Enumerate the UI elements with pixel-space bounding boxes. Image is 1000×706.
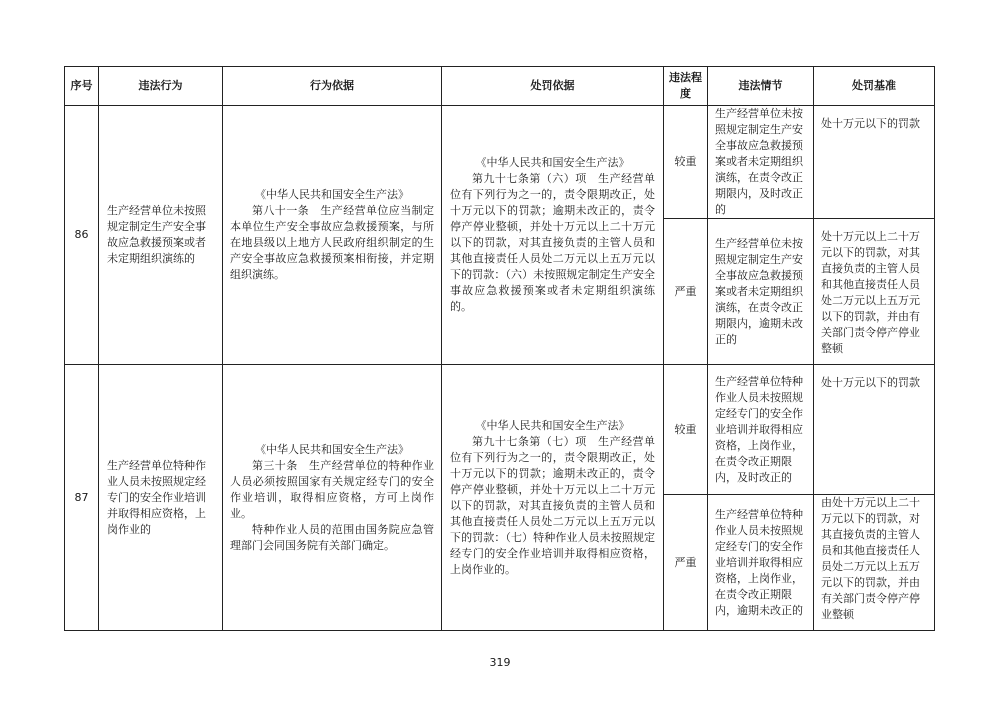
row-standard: 处十万元以下的罚款 bbox=[814, 106, 935, 219]
punish-article-text: 第九十七条第（六）项 生产经营单位有下列行为之一的，责令限期改正，处十万元以下的罚款；逾期未改正的，责令停产停业整顿，并处十万元以上二十万元以下的罚款，对其直接负责的主管人员和其他直接责任人员处二万元以上五万元以下的罚款：（六）未按照规定制定生产安全事故应急救援预案或者未定期组织演练的。 bbox=[450, 172, 655, 313]
header-behavior: 违法行为 bbox=[99, 67, 223, 106]
header-seq: 序号 bbox=[65, 67, 99, 106]
row-seq: 87 bbox=[65, 365, 99, 631]
header-degree: 违法程度 bbox=[664, 67, 708, 106]
row-behavior-basis bbox=[223, 106, 442, 365]
row-seq: 86 bbox=[65, 106, 99, 365]
basis-article-text: 第八十一条 生产经营单位应当制定本单位生产安全事故应急救援预案，与所在地县级以上地方人民政府组织制定的生产安全事故应急救援预案相衔接，并定期组织演练。 bbox=[230, 204, 434, 281]
table-row bbox=[65, 365, 935, 495]
row-circumstance: 生产经营单位特种作业人员未按照规定经专门的安全作业培训并取得相应资格，上岗作业，在责令改正期限内，及时改正的 bbox=[708, 365, 814, 495]
basis-law-title: 《中华人民共和国安全生产法》 bbox=[255, 442, 409, 456]
punish-article-text: 第九十七条第（七）项 生产经营单位有下列行为之一的，责令限期改正，处十万元以下的罚款；逾期未改正的，责令停产停业整顿，并处十万元以上二十万元以下的罚款，对其直接负责的主管人员和其他直接责任人员处二万元以上五万元以下的罚款：（七）特种作业人员未按照规定经专门的安全作业培训并取得相应资格，上岗作业的。 bbox=[450, 434, 655, 576]
row-behavior-basis bbox=[223, 365, 442, 631]
row-punish-basis bbox=[442, 106, 664, 365]
table-row bbox=[65, 106, 935, 219]
row-circumstance: 生产经营单位未按照规定制定生产安全事故应急救援预案或者未定期组织演练，在责令改正期限内，及时改正的 bbox=[708, 106, 814, 219]
row-standard: 处十万元以上二十万元以下的罚款，对其直接负责的主管人员和其他直接责任人员处二万元以上五万元以下的罚款，并由有关部门责令停产停业整顿 bbox=[814, 219, 935, 365]
table-header-row bbox=[65, 67, 935, 106]
page-number: 319 bbox=[489, 656, 511, 669]
row-behavior: 生产经营单位未按照规定制定生产安全事故应急救援预案或者未定期组织演练的 bbox=[99, 106, 223, 365]
row-degree: 较重 bbox=[664, 106, 708, 219]
row-degree: 严重 bbox=[664, 219, 708, 365]
row-degree: 严重 bbox=[664, 495, 708, 631]
header-standard: 处罚基准 bbox=[814, 67, 935, 106]
row-punish-basis bbox=[442, 365, 664, 631]
row-circumstance: 生产经营单位未按照规定制定生产安全事故应急救援预案或者未定期组织演练，在责令改正期限内，逾期未改正的 bbox=[708, 219, 814, 365]
row-standard: 由处十万元以上二十万元以下的罚款，对其直接负责的主管人员和其他直接责任人员处二万元以上五万元以下的罚款，并由有关部门责令停产停业整顿 bbox=[814, 495, 935, 631]
row-circumstance: 生产经营单位特种作业人员未按照规定经专门的安全作业培训并取得相应资格，上岗作业，在责令改正期限内，逾期未改正的 bbox=[708, 495, 814, 631]
penalty-standard-table bbox=[64, 66, 935, 631]
header-basis: 行为依据 bbox=[223, 67, 442, 106]
basis-article-text: 第三十条 生产经营单位的特种作业人员必须按照国家有关规定经专门的安全作业培训，取得相应资格，方可上岗作业。 bbox=[230, 458, 434, 520]
basis-article-text-2: 特种作业人员的范围由国务院应急管理部门会同国务院有关部门确定。 bbox=[230, 522, 434, 552]
basis-law-title: 《中华人民共和国安全生产法》 bbox=[255, 188, 409, 201]
punish-law-title: 《中华人民共和国安全生产法》 bbox=[475, 418, 630, 432]
header-punish-basis: 处罚依据 bbox=[442, 67, 664, 106]
row-behavior: 生产经营单位特种作业人员未按照规定经专门的安全作业培训并取得相应资格，上岗作业的 bbox=[99, 365, 223, 631]
row-degree: 较重 bbox=[664, 365, 708, 495]
punish-law-title: 《中华人民共和国安全生产法》 bbox=[475, 156, 630, 169]
row-standard: 处十万元以下的罚款 bbox=[814, 365, 935, 495]
header-circumstance: 违法情节 bbox=[708, 67, 814, 106]
